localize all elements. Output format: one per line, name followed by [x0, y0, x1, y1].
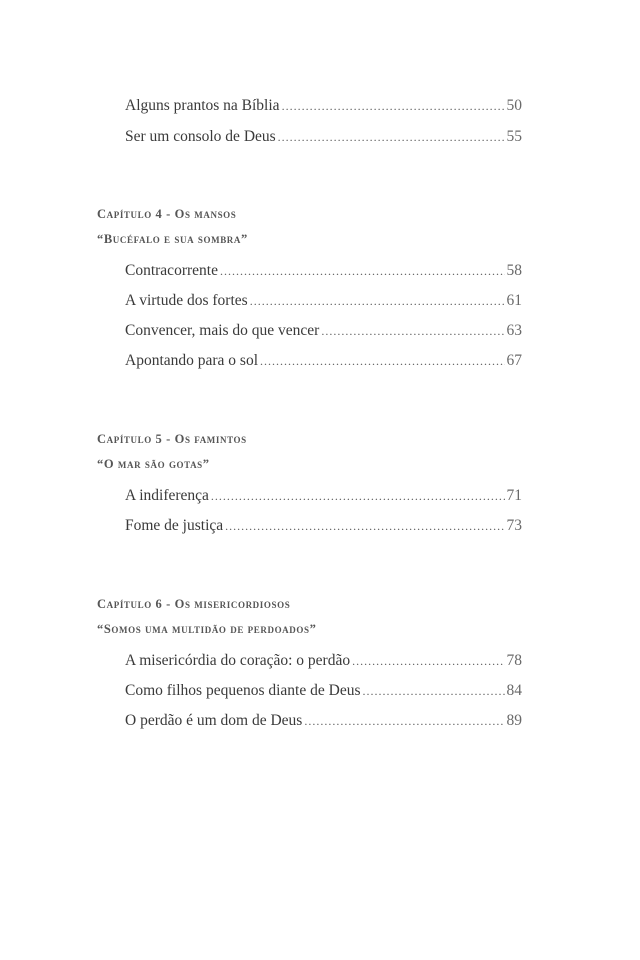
toc-entry-title: A virtude dos fortes: [125, 292, 248, 309]
toc-entry-title: Convencer, mais do que vencer: [125, 322, 320, 339]
toc-entry-page: 89: [506, 712, 522, 729]
dot-leader: [225, 515, 504, 537]
chapter-heading: Capítulo 4 - Os mansos: [97, 207, 237, 221]
toc-entry-title: Apontando para o sol: [125, 352, 259, 369]
toc-entry-title: Como filhos pequenos diante de Deus: [125, 682, 361, 699]
toc-entry-title: Contracorrente: [125, 262, 218, 279]
dot-leader: [260, 350, 504, 372]
dot-leader: [278, 126, 505, 148]
dot-leader: [282, 95, 505, 117]
chapter-subtitle: “O mar são gotas”: [97, 457, 210, 471]
toc-entry-title: Fome de justiça: [125, 517, 224, 534]
toc-entry: [125, 320, 522, 342]
toc-entry-page: 71: [506, 487, 522, 504]
toc-entry-title: A indiferença: [125, 487, 209, 504]
toc-entry: [125, 515, 522, 537]
dot-leader: [304, 710, 504, 732]
toc-entry-title: A misericórdia do coração: o perdão: [125, 652, 351, 669]
toc-entry: [125, 95, 522, 117]
dot-leader: [250, 290, 505, 312]
chapter-heading: Capítulo 5 - Os famintos: [97, 432, 247, 446]
toc-entry: [125, 650, 522, 672]
dot-leader: [321, 320, 504, 342]
toc-entry-page: 73: [506, 517, 522, 534]
dot-leader: [220, 260, 505, 282]
toc-entry-page: 55: [506, 128, 522, 145]
toc-entry-title: O perdão é um dom de Deus: [125, 712, 303, 729]
toc-entry-page: 50: [506, 97, 522, 114]
dot-leader: [211, 485, 505, 507]
toc-entry-title: Alguns prantos na Bíblia: [125, 97, 280, 114]
toc-entry-title: Ser um consolo de Deus: [125, 128, 276, 145]
toc-entry: [125, 350, 522, 372]
dot-leader: [362, 680, 504, 702]
dot-leader: [352, 650, 504, 672]
toc-entry: [125, 680, 522, 702]
toc-entry-page: 67: [506, 352, 522, 369]
chapter-subtitle: “Somos uma multidão de perdoados”: [97, 622, 317, 636]
toc-entry: [125, 260, 522, 282]
toc-entry-page: 58: [506, 262, 522, 279]
toc-entry: [125, 290, 522, 312]
toc-entry-page: 84: [506, 682, 522, 699]
toc-entry: [125, 485, 522, 507]
chapter-subtitle: “Bucéfalo e sua sombra”: [97, 232, 248, 246]
chapter-heading: Capítulo 6 - Os misericordiosos: [97, 597, 291, 611]
toc-entry-page: 78: [506, 652, 522, 669]
toc-entry-page: 63: [506, 322, 522, 339]
toc-entry: [125, 710, 522, 732]
toc-entry: [125, 126, 522, 148]
toc-entry-page: 61: [506, 292, 522, 309]
